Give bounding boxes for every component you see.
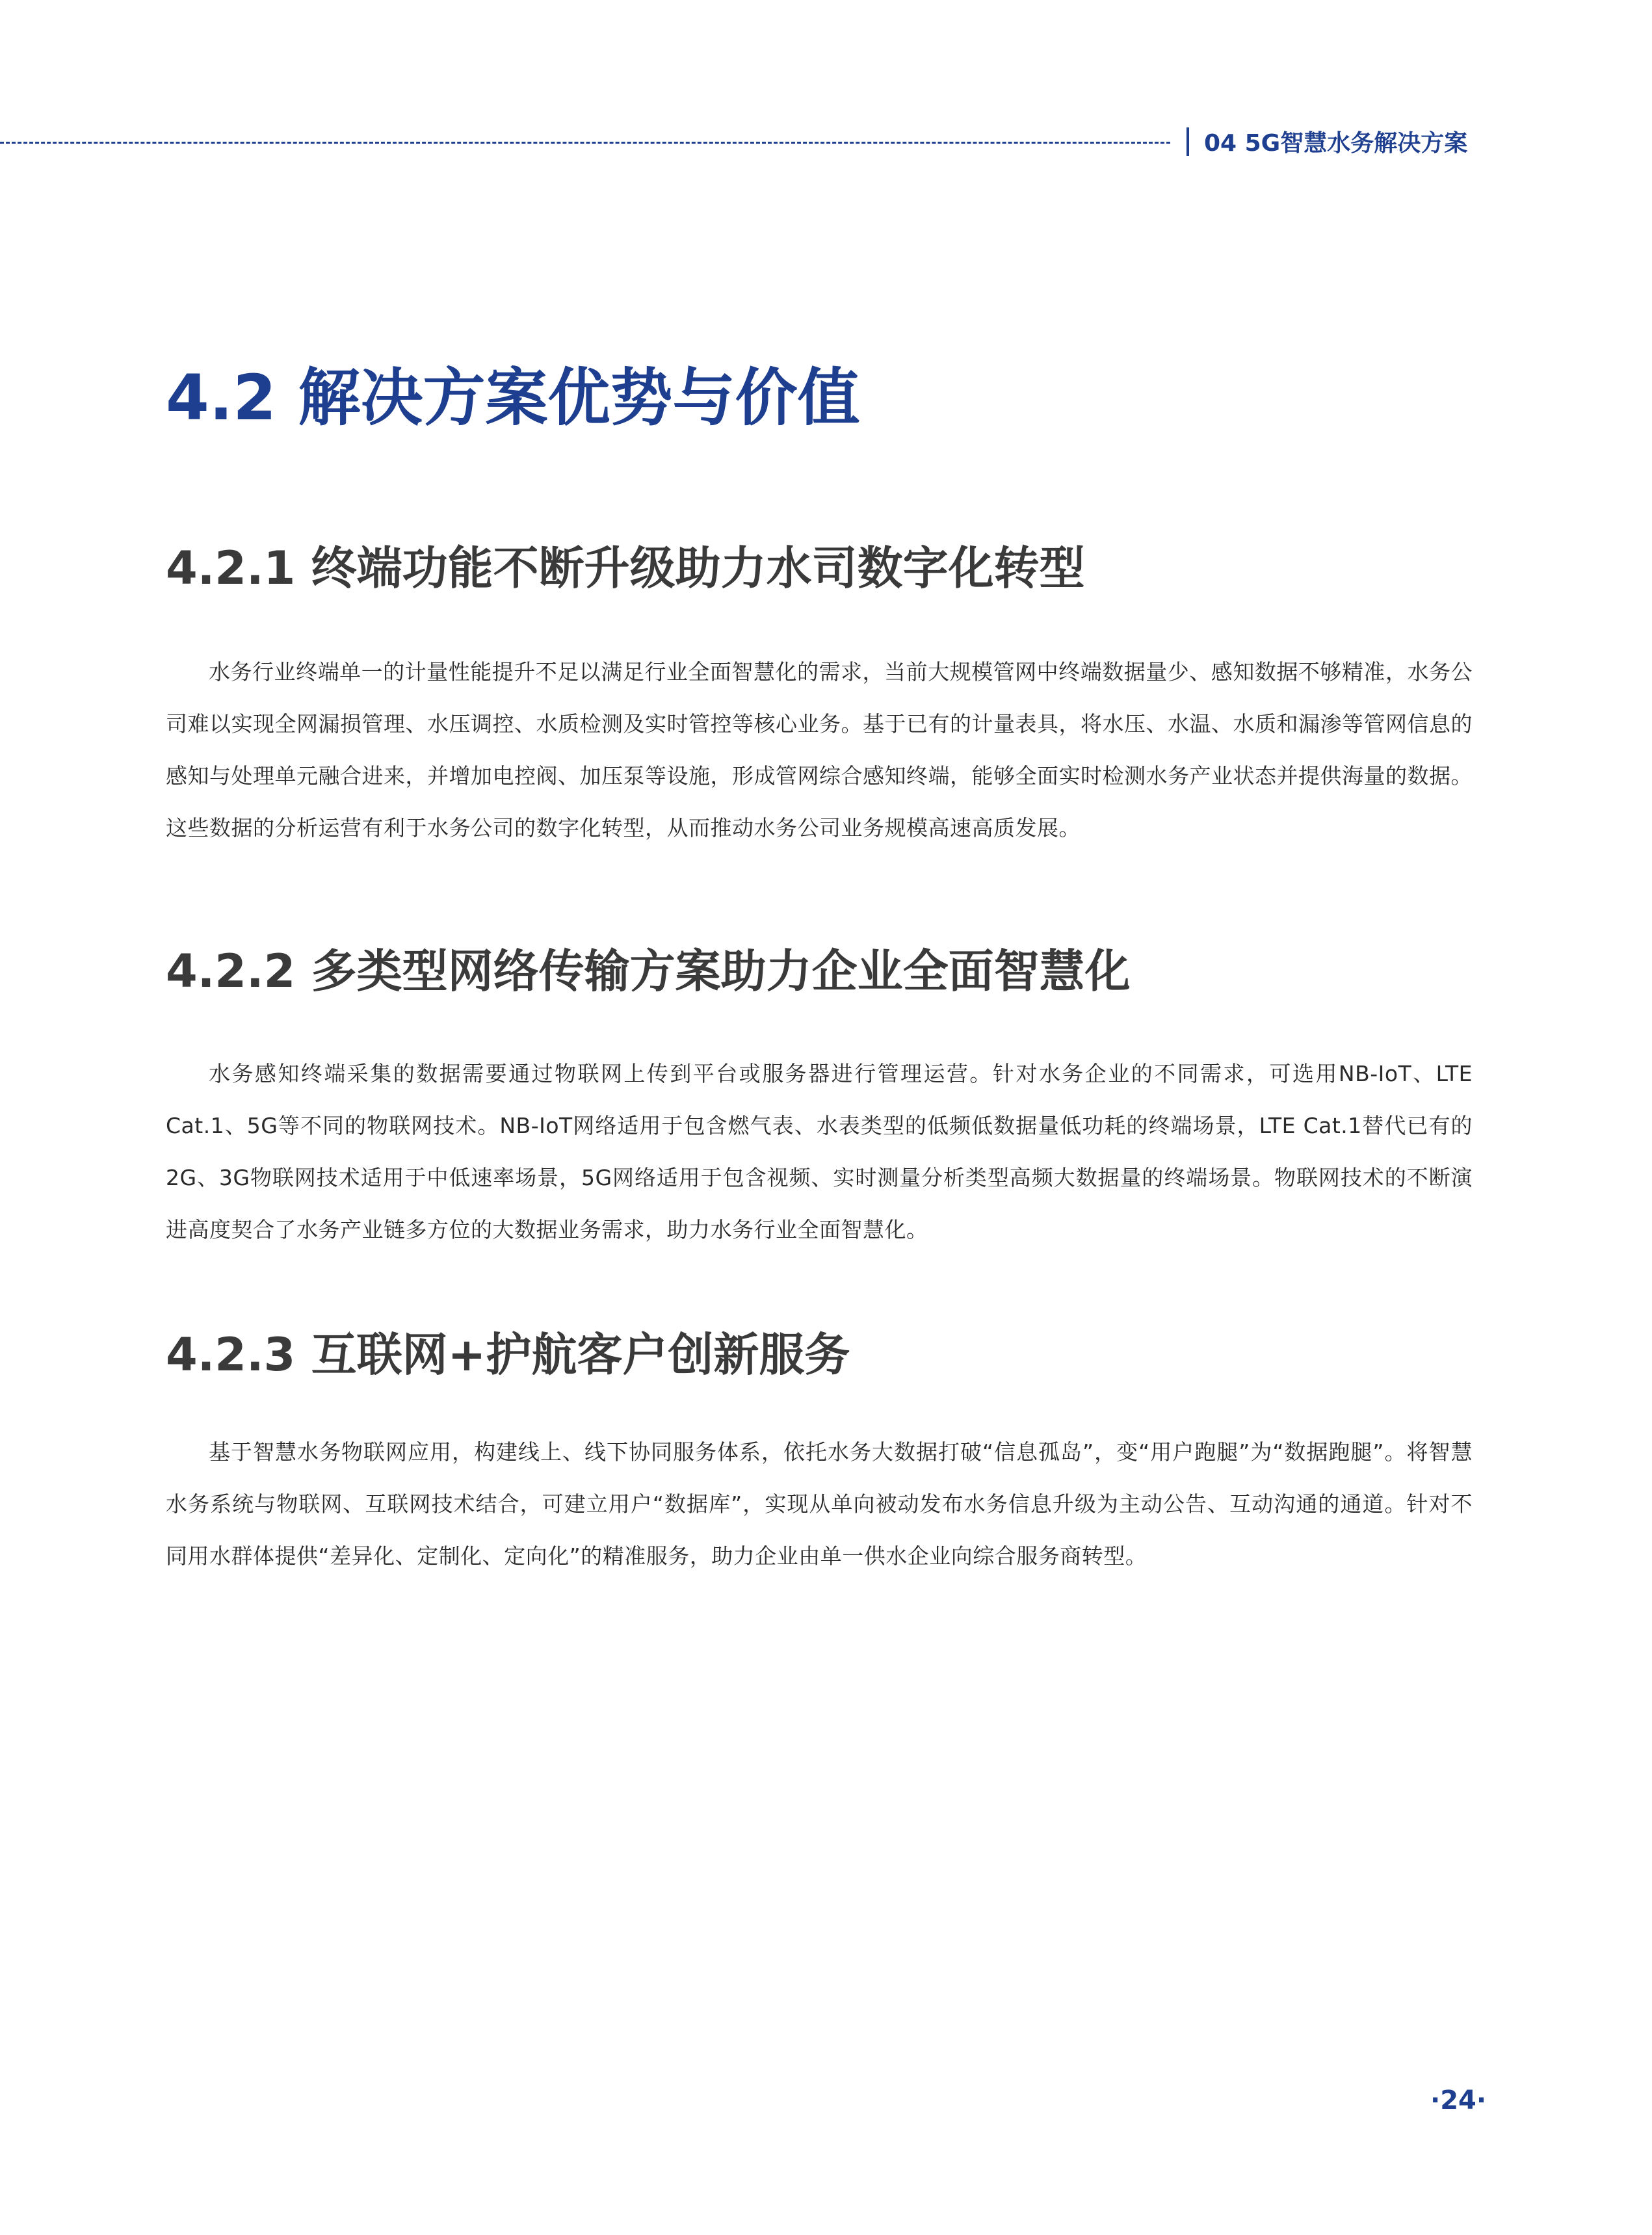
section-title-4-2-1: 4.2.1 终端功能不断升级助力水司数字化转型 [166, 542, 1085, 595]
header-dashed-rule [0, 142, 1170, 144]
section-title-4-2-2: 4.2.2 多类型网络传输方案助力企业全面智慧化 [166, 945, 1131, 998]
section-title-4-2-3: 4.2.3 互联网+护航客户创新服务 [166, 1328, 850, 1381]
section-body-4-2-1: 水务行业终端单一的计量性能提升不足以满足行业全面智慧化的需求，当前大规模管网中终端数据量少、感知数据不够精准，水务公司难以实现全网漏损管理、水压调控、水质检测及实时管控等核心业务。基于已有的计量表具，将水压、水温、水质和漏渗等管网信息的感知与处理单元融合进来，并增加电控阀、加压泵等设施，形成管网综合感知终端，能够全面实时检测水务产业状态并提供海量的数据。这些数据的分析运营有利于水务公司的数字化转型，从而推动水务公司业务规模高速高质发展。 [166, 659, 1473, 841]
page-number: ·24· [1430, 2085, 1487, 2115]
section-body-4-2-2: 水务感知终端采集的数据需要通过物联网上传到平台或服务器进行管理运营。针对水务企业的不同需求，可选用NB-IoT、LTE Cat.1、5G等不同的物联网技术。NB-IoT网络适用于包含燃气表、水表类型的低频低数据量低功耗的终端场景，LTE Cat.1替代已有的2G、3G物联网技术适用于中低速率场景，5G网络适用于包含视频、实时测量分析类型高频大数据量的终端场景。物联网技术的不断演进高度契合了水务产业链多方位的大数据业务需求，助力水务行业全面智慧化。 [166, 1061, 1473, 1242]
page-title: 4.2 解决方案优势与价值 [166, 361, 860, 434]
header-accent-bar [1187, 127, 1189, 156]
chapter-header-title: 04 5G智慧水务解决方案 [1204, 130, 1468, 157]
section-body-4-2-3: 基于智慧水务物联网应用，构建线上、线下协同服务体系，依托水务大数据打破“信息孤岛”，变“用户跑腿”为“数据跑腿”。将智慧水务系统与物联网、互联网技术结合，可建立用户“数据库”，实现从单向被动发布水务信息升级为主动公告、互动沟通的通道。针对不同用水群体提供“差异化、定制化、定向化”的精准服务，助力企业由单一供水企业向综合服务商转型。 [166, 1439, 1473, 1569]
